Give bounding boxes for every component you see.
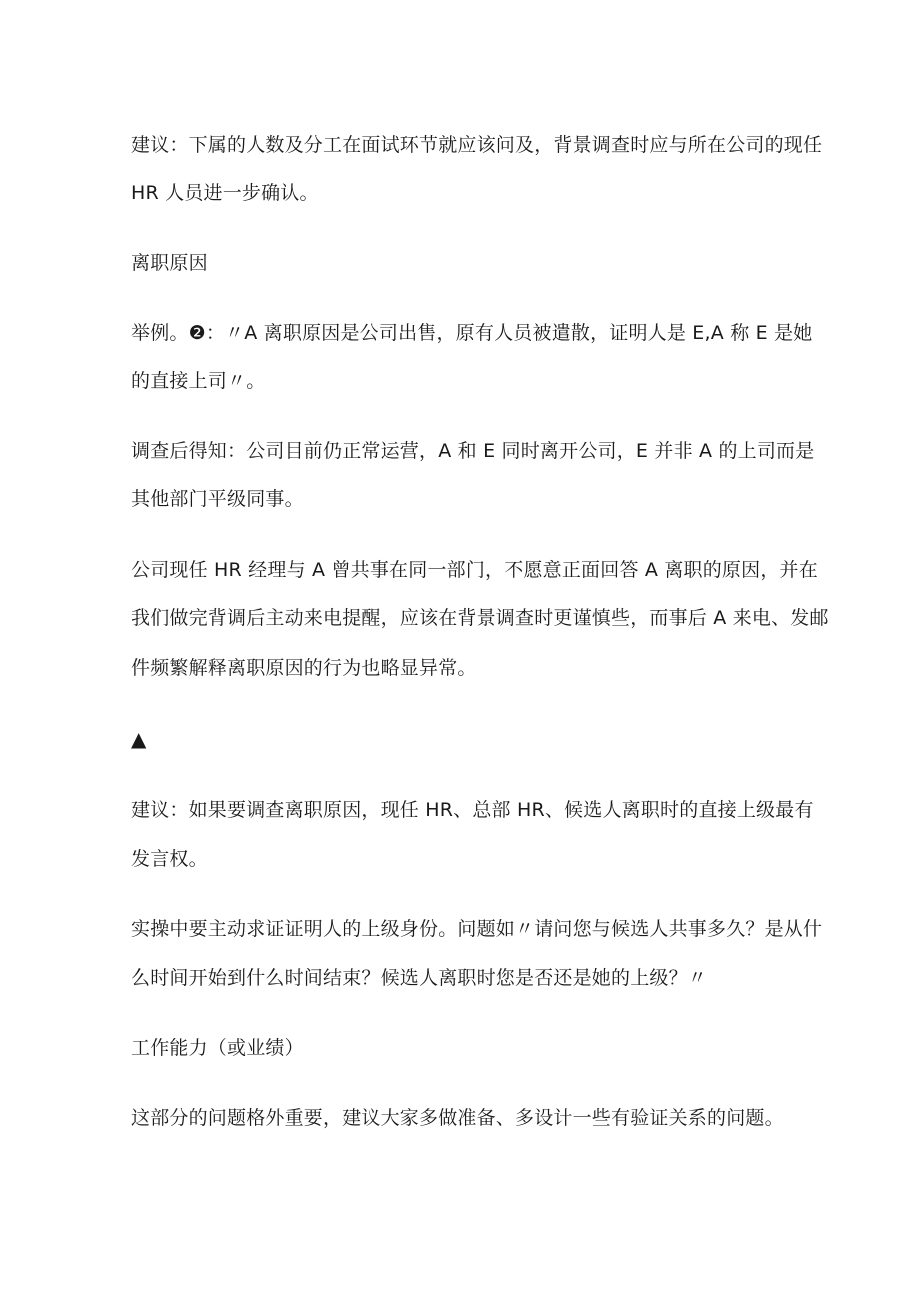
paragraph-line: 的直接上司〃。 [131,370,266,392]
paragraph-line: 么时间开始到什么时间结束？候选人离职时您是否还是她的上级？〃 [131,967,708,989]
paragraph-line: 建议：下属的人数及分工在面试环节就应该问及，背景调查时应与所在公司的现任 [131,134,823,156]
triangle-marker-icon: ▲ [131,727,147,751]
paragraph-line: 这部分的问题格外重要，建议大家多做准备、多设计一些有验证关系的问题。 [131,1107,784,1129]
paragraph-line: 建议：如果要调查离职原因，现任 HR、总部 HR、候选人离职时的直接上级最有 [131,799,814,821]
paragraph-line: HR 人员进一步确认。 [131,182,319,204]
paragraph-line: 举例。❷：〃A 离职原因是公司出售，原有人员被遣散，证明人是 E,A 称 E 是她 [131,322,813,344]
paragraph-line: 调查后得知：公司目前仍正常运营，A 和 E 同时离开公司，E 并非 A 的上司而是 [131,440,815,462]
paragraph-line: 我们做完背调后主动来电提醒，应该在背景调查时更谨慎些，而事后 A 来电、发邮 [131,607,829,629]
section-heading: 离职原因 [131,252,208,274]
section-heading: 工作能力（或业绩） [131,1037,304,1059]
paragraph-line: 发言权。 [131,848,208,870]
paragraph-line: 实操中要主动求证证明人的上级身份。问题如〃请问您与候选人共事多久？是从什 [131,918,823,940]
paragraph-line: 件频繁解释离职原因的行为也略显异常。 [131,657,477,679]
paragraph-line: 其他部门平级同事。 [131,488,304,510]
paragraph-line: 公司现任 HR 经理与 A 曾共事在同一部门，不愿意正面回答 A 离职的原因，并在 [131,559,818,581]
